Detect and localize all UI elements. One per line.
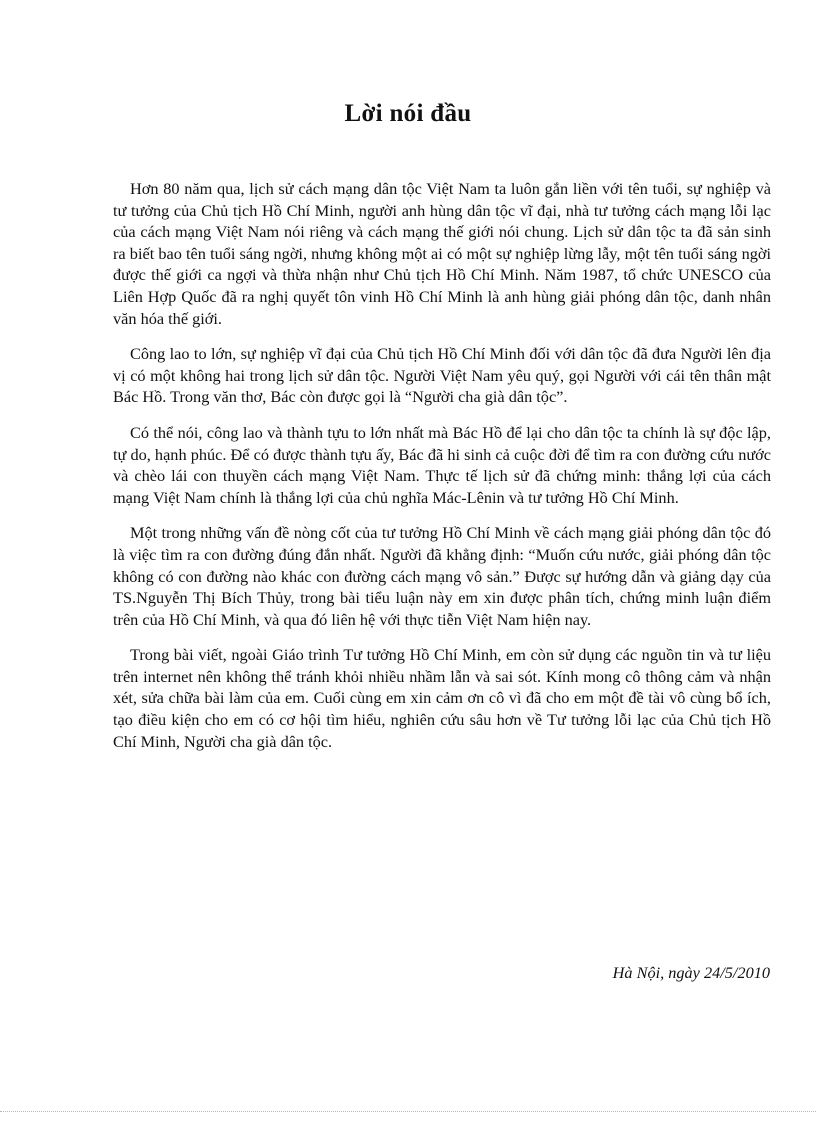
document-title: Lời nói đầu: [344, 100, 472, 127]
paragraph-intro: Hơn 80 năm qua, lịch sử cách mạng dân tộc Việt Nam ta luôn gắn liền với tên tuổi, sự nghiệp và tư tưởng của Chủ tịch Hồ Chí Minh, người anh hùng dân tộc vĩ đại, nhà tư tưởng cách mạng lỗi lạc của cách mạng Việt Nam nói riêng và cách mạng thế giới nói chung. Lịch sử dân tộc ta đã sản sinh ra biết bao tên tuổi sáng ngời, nhưng không một ai có một sự nghiệp lừng lẫy, một tên tuổi sáng ngời được thế giới ca ngợi và thừa nhận như Chủ tịch Hồ Chí Minh. Năm 1987, tổ chức UNESCO của Liên Hợp Quốc đã ra nghị quyết tôn vinh Hồ Chí Minh là anh hùng giải phóng dân tộc, danh nhân văn hóa thế giới.: [113, 179, 771, 328]
signature-date: Hà Nội, ngày 24/5/2010: [612, 963, 770, 982]
paragraph-thesis: Một trong những vấn đề nòng cốt của tư tưởng Hồ Chí Minh về cách mạng giải phóng dân tộc đó là việc tìm ra con đường đúng đắn nhất. Người đã khẳng định: “Muốn cứu nước, giải phóng dân tộc không có con đường nào khác con đường cách mạng vô sản.” Được sự hướng dẫn và giảng dạy của TS.Nguyễn Thị Bích Thủy, trong bài tiểu luận này em xin được phân tích, chứng minh luận điểm trên của Hồ Chí Minh, và qua đó liên hệ với thực tiễn Việt Nam hiện nay.: [113, 523, 771, 629]
document-body: [113, 178, 771, 766]
paragraph-acknowledgement: Trong bài viết, ngoài Giáo trình Tư tưởng Hồ Chí Minh, em còn sử dụng các nguồn tin và tư liệu trên internet nên không thể tránh khỏi nhiều nhầm lẫn và sai sót. Kính mong cô thông cảm và nhận xét, sửa chữa bài làm của em. Cuối cùng em xin cảm ơn cô vì đã cho em một đề tài vô cùng bổ ích, tạo điều kiện cho em có cơ hội tìm hiểu, nghiên cứu sâu hơn về Tư tưởng lỗi lạc của Chủ tịch Hồ Chí Minh, Người cha già dân tộc.: [113, 645, 771, 751]
page-bottom-divider: [0, 1111, 816, 1112]
paragraph-achievement: Có thể nói, công lao và thành tựu to lớn nhất mà Bác Hồ để lại cho dân tộc ta chính là sự độc lập, tự do, hạnh phúc. Để có được thành tựu ấy, Bác đã hi sinh cả cuộc đời để tìm ra con đường cứu nước và chèo lái con thuyền cách mạng Việt Nam. Thực tế lịch sử đã chứng minh: thắng lợi của cách mạng Việt Nam chính là thắng lợi của chủ nghĩa Mác-Lênin và tư tưởng Hồ Chí Minh.: [113, 422, 771, 507]
paragraph-merit: Công lao to lớn, sự nghiệp vĩ đại của Chủ tịch Hồ Chí Minh đối với dân tộc đã đưa Người lên địa vị có một không hai trong lịch sử dân tộc. Người Việt Nam yêu quý, gọi Người với cái tên thân mật Bác Hồ. Trong văn thơ, Bác còn được gọi là “Người cha già dân tộc”.: [113, 344, 771, 407]
